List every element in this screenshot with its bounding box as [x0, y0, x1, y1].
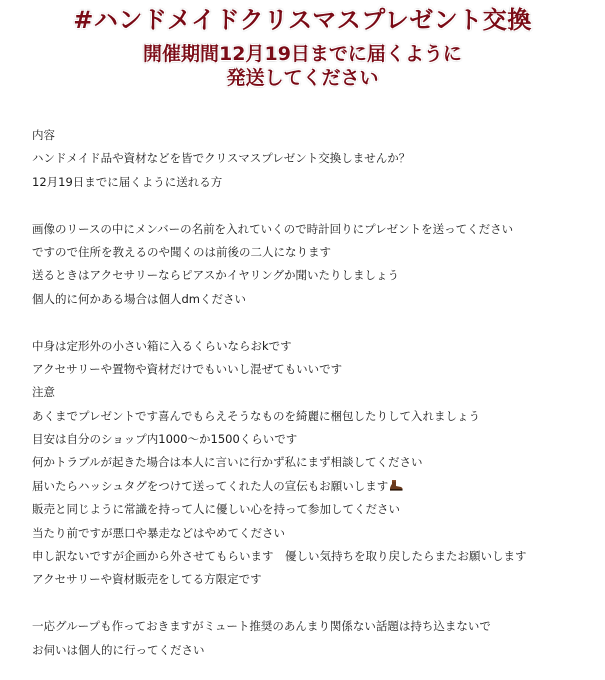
- text-line: [32, 381, 592, 404]
- text-line: [32, 405, 592, 428]
- text-line-content: 販売と同じように常識を持って人に優しい心を持って参加してください: [32, 502, 400, 517]
- text-line-content: あくまでプレゼントです喜んでもらえそうなものを綺麗に梱包したりして入れましょう: [32, 408, 481, 423]
- text-line: [32, 264, 592, 287]
- page-subtitle-line-1: 開催期間12月19日までに届くように: [143, 43, 462, 65]
- text-line-content: 送るときはアクセサリーならピアスかイヤリングか聞いたりしましょう: [32, 268, 399, 283]
- text-line: [32, 498, 592, 521]
- text-line-content: 内容: [32, 128, 55, 142]
- boot-icon: [389, 476, 403, 487]
- text-line-content: 一応グループも作っておきますがミュート推奨のあんまり関係ない話題は持ち込まないで: [32, 619, 491, 634]
- text-line: [32, 451, 592, 474]
- text-line: [32, 124, 592, 147]
- text-line-content: 当たり前ですが悪口や暴走などはやめてください: [32, 525, 285, 540]
- text-line: [32, 475, 592, 498]
- text-line-content: 画像のリースの中にメンバーの名前を入れていくので時計回りにプレゼントを送ってください: [32, 221, 514, 236]
- text-line-content: お伺いは個人的に行ってください: [32, 642, 205, 657]
- text-line-content: 届いたらハッシュタグをつけて送ってくれた人の宣伝もお願いします: [32, 478, 389, 493]
- text-line: [32, 568, 592, 591]
- text-line-content: 中身は定形外の小さい箱に入るくらいならおkです: [32, 338, 292, 353]
- text-line-content: 目安は自分のショップ内1000〜か1500くらいです: [32, 432, 298, 447]
- text-line: [32, 147, 592, 170]
- text-line: [32, 522, 592, 545]
- text-line: [32, 241, 592, 264]
- text-line: [32, 545, 592, 568]
- text-line: [32, 335, 592, 358]
- text-line-content: ハンドメイド品や資材などを皆でクリスマスプレゼント交換しませんか？: [32, 151, 411, 166]
- body-text: [32, 124, 592, 662]
- text-line-content: アクセサリーや資材販売をしてる方限定です: [32, 572, 262, 587]
- blank-line: [32, 194, 592, 217]
- text-line-content: 12月19日までに届くように送れる方: [32, 174, 223, 189]
- text-line: [32, 615, 592, 638]
- page-title: #ハンドメイドクリスマスプレゼント交換: [73, 6, 532, 34]
- text-line-content: 個人的に何かある場合は個人dmください: [32, 291, 247, 306]
- text-line: [32, 639, 592, 662]
- blank-line: [32, 592, 592, 615]
- text-line: [32, 171, 592, 194]
- text-line: [32, 288, 592, 311]
- text-line-content: アクセサリーや置物や資材だけでもいいし混ぜてもいいです: [32, 361, 343, 376]
- page-subtitle-line-2: 発送してください: [226, 67, 379, 89]
- text-line: [32, 428, 592, 451]
- text-line: [32, 218, 592, 241]
- text-line-content: 何かトラブルが起きた場合は本人に言いに行かず私にまず相談してください: [32, 455, 423, 470]
- text-line-content: ですので住所を教えるのや聞くのは前後の二人になります: [32, 244, 331, 259]
- text-line: [32, 358, 592, 381]
- blank-line: [32, 311, 592, 334]
- text-line-content: 注意: [32, 385, 55, 400]
- text-line-content: 申し訳ないですが企画から外させてもらいます 優しい気持ちを取り戻したらまたお願いします: [32, 549, 527, 564]
